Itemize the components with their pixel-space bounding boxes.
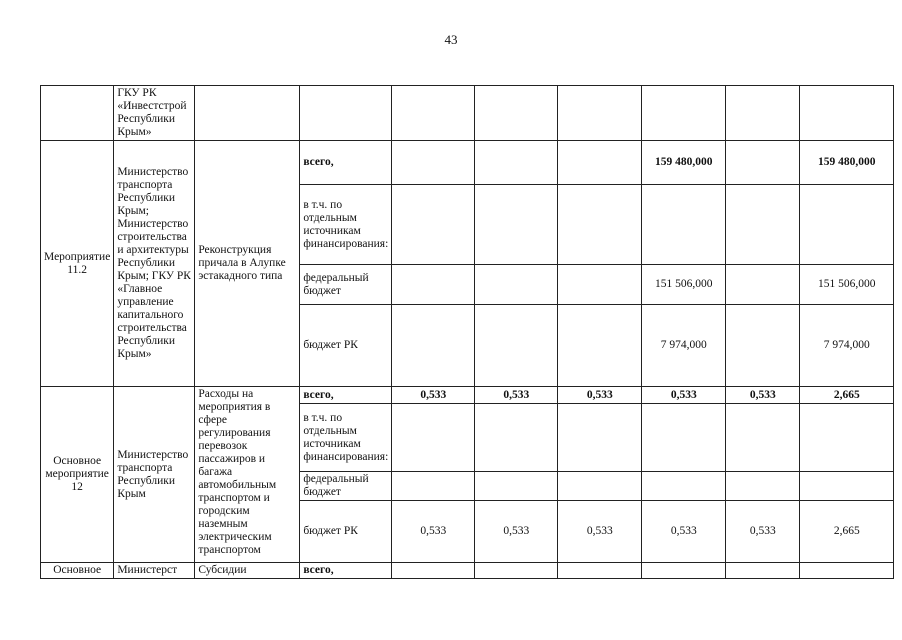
value-cell: 0,533: [475, 387, 558, 404]
value-cell: 2,665: [800, 501, 894, 563]
event-cell: Основное мероприятие 12: [41, 387, 114, 563]
value-cell: [726, 563, 800, 579]
source-cell: [300, 86, 392, 141]
event-cell: Основное: [41, 563, 114, 579]
value-cell: [558, 404, 642, 472]
value-cell: 151 506,000: [800, 265, 894, 305]
value-cell: 0,533: [642, 501, 726, 563]
source-rk-cell: бюджет РК: [300, 305, 392, 387]
value-cell: 7 974,000: [642, 305, 726, 387]
table-row: [41, 387, 894, 404]
value-cell: [726, 404, 800, 472]
value-cell: [392, 404, 475, 472]
value-cell: 159 480,000: [800, 141, 894, 185]
value-cell: [392, 472, 475, 501]
value-cell: [475, 404, 558, 472]
executor-cell: ГКУ РК «Инвестстрой Республики Крым»: [114, 86, 195, 141]
source-incl-cell: в т.ч. по отдельным источникам финансирования:: [300, 404, 392, 472]
value-cell: 0,533: [475, 501, 558, 563]
value-cell: [642, 86, 726, 141]
value-cell: [392, 141, 475, 185]
value-cell: [475, 86, 558, 141]
value-cell: [558, 472, 642, 501]
value-cell: 0,533: [392, 387, 475, 404]
value-cell: 0,533: [558, 387, 642, 404]
value-cell: [558, 563, 642, 579]
source-incl-cell: в т.ч. по отдельным источникам финансирования:: [300, 185, 392, 265]
value-cell: [800, 86, 894, 141]
value-cell: [642, 563, 726, 579]
value-cell: 0,533: [726, 387, 800, 404]
table-row: [41, 563, 894, 579]
source-total-cell: всего,: [300, 141, 392, 185]
executor-cell: Министерство транспорта Республики Крым: [114, 387, 195, 563]
value-cell: 151 506,000: [642, 265, 726, 305]
value-cell: [726, 305, 800, 387]
value-cell: [726, 86, 800, 141]
value-cell: [475, 472, 558, 501]
value-cell: [642, 472, 726, 501]
value-cell: [800, 563, 894, 579]
value-cell: [726, 265, 800, 305]
executor-cell: Министерст: [114, 563, 195, 579]
value-cell: [558, 185, 642, 265]
name-cell: Субсидии: [195, 563, 300, 579]
value-cell: [475, 563, 558, 579]
value-cell: [475, 265, 558, 305]
source-fed-cell: федеральный бюджет: [300, 265, 392, 305]
value-cell: 159 480,000: [642, 141, 726, 185]
value-cell: [642, 185, 726, 265]
value-cell: [558, 305, 642, 387]
value-cell: [800, 404, 894, 472]
value-cell: [800, 472, 894, 501]
value-cell: [558, 265, 642, 305]
value-cell: [726, 141, 800, 185]
event-cell: [41, 86, 114, 141]
value-cell: 0,533: [392, 501, 475, 563]
value-cell: 0,533: [726, 501, 800, 563]
value-cell: [642, 404, 726, 472]
name-cell: [195, 86, 300, 141]
table-row: [41, 141, 894, 185]
value-cell: [475, 185, 558, 265]
source-rk-cell: бюджет РК: [300, 501, 392, 563]
value-cell: [475, 141, 558, 185]
value-cell: [800, 185, 894, 265]
executor-cell: Министерство транспорта Республики Крым; Министерство строительства и архитектуры Республики Крым; ГКУ РК «Главное управление капитального строительства Республики Крым»: [114, 141, 195, 387]
value-cell: [726, 472, 800, 501]
table-row: [41, 86, 894, 141]
event-cell: Мероприятие 11.2: [41, 141, 114, 387]
source-fed-cell: федеральный бюджет: [300, 472, 392, 501]
name-cell: Расходы на мероприятия в сфере регулирования перевозок пассажиров и багажа автомобильным транспортом и городским наземным электрическим транспортом: [195, 387, 300, 563]
value-cell: [475, 305, 558, 387]
value-cell: [392, 563, 475, 579]
source-total-cell: всего,: [300, 563, 392, 579]
value-cell: [558, 141, 642, 185]
page-number: 43: [444, 32, 458, 47]
value-cell: 0,533: [558, 501, 642, 563]
value-cell: [558, 86, 642, 141]
value-cell: [726, 185, 800, 265]
value-cell: [392, 185, 475, 265]
budget-table: [40, 85, 894, 579]
name-cell: Реконструкция причала в Алупке эстакадного типа: [195, 141, 300, 387]
value-cell: [392, 305, 475, 387]
value-cell: [392, 265, 475, 305]
value-cell: 2,665: [800, 387, 894, 404]
source-total-cell: всего,: [300, 387, 392, 404]
value-cell: 0,533: [642, 387, 726, 404]
value-cell: 7 974,000: [800, 305, 894, 387]
value-cell: [392, 86, 475, 141]
